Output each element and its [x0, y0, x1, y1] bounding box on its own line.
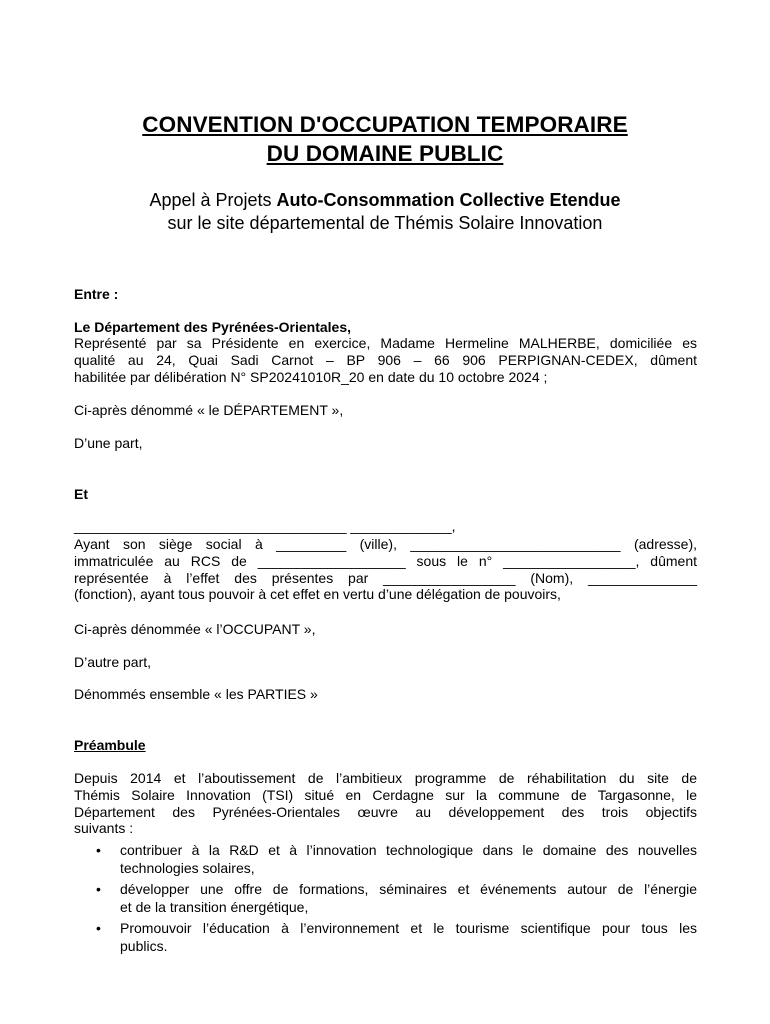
subtitle-line-1: [0, 189, 770, 211]
list-item-line-1: contribuer à la R&D et à l’innovation technologique dans le domaine des nouvelles: [120, 842, 697, 858]
subtitle-line-2: sur le site départemental de Thémis Solaire Innovation: [167, 213, 603, 233]
bullet-icon: •: [96, 842, 101, 858]
list-item: [74, 842, 697, 878]
title-line-1: CONVENTION D'OCCUPATION TEMPORAIRE: [142, 112, 628, 137]
department-alias: Ci-après dénommé « le DÉPARTEMENT »,: [74, 402, 344, 418]
list-item-line-2: et de la transition énergétique,: [120, 899, 309, 915]
occupant-name-blank: ___________________________________ _____________,: [74, 518, 456, 534]
department-name: Le Département des Pyrénées-Orientales,: [74, 319, 352, 335]
occupant-line-4: (fonction), ayant tous pouvoir à cet effet en vertu d’une délégation de pouvoirs,: [74, 586, 561, 602]
bullet-icon: •: [96, 881, 101, 897]
list-item: [74, 881, 697, 917]
preambule-line-3: Département des Pyrénées-Orientales œuvre au développement des trois objectifs: [74, 804, 697, 820]
department-line-2: qualité au 24, Quai Sadi Carnot – BP 906 – 66 906 PERPIGNAN-CEDEX, dûment: [74, 352, 697, 368]
department-line-3: habilitée par délibération N° SP20241010R_20 en date du 10 octobre 2024 ;: [74, 369, 548, 385]
une-part: D’une part,: [74, 435, 143, 451]
list-item-line-2: technologies solaires,: [120, 860, 255, 876]
preambule-line-4: suivants :: [74, 820, 134, 836]
et-label: Et: [74, 486, 88, 502]
list-item-line-1: Promouvoir l’éducation à l’environnement et le tourisme scientifique pour tous les: [120, 920, 697, 936]
list-item-line-1: développer une offre de formations, séminaires et événements autour de l’énergie: [120, 881, 697, 897]
list-item-line-2: publics.: [120, 938, 168, 954]
title-line-2: DU DOMAINE PUBLIC: [266, 141, 504, 166]
bullet-icon: •: [96, 920, 101, 936]
occupant-alias: Ci-après dénommée « l’OCCUPANT »,: [74, 621, 316, 637]
department-line-1: Représenté par sa Présidente en exercice, Madame Hermeline MALHERBE, domiciliée es: [74, 335, 697, 351]
preambule-heading: Préambule: [74, 737, 146, 753]
subtitle-prefix: Appel à Projets: [149, 190, 277, 210]
list-item: [74, 920, 697, 956]
occupant-line-2: immatriculée au RCS de ___________________ sous le n° _________________, dûment: [74, 553, 697, 569]
entre-label: Entre :: [74, 286, 119, 302]
preambule-line-1: Depuis 2014 et l’aboutissement de l’ambitieux programme de réhabilitation du site de: [74, 770, 697, 786]
preambule-line-2: Thémis Solaire Innovation (TSI) situé en Cerdagne sur la commune de Targasonne, le: [74, 787, 697, 803]
occupant-line-3: représentée à l’effet des présentes par _________________ (Nom), ______________: [74, 570, 697, 586]
occupant-line-1: Ayant son siège social à _________ (ville), ___________________________ (adresse),: [74, 536, 697, 552]
autre-part: D’autre part,: [74, 654, 152, 670]
subtitle-project-name: Auto-Consommation Collective Etendue: [276, 190, 621, 210]
parties-together: Dénommés ensemble « les PARTIES »: [74, 686, 318, 702]
